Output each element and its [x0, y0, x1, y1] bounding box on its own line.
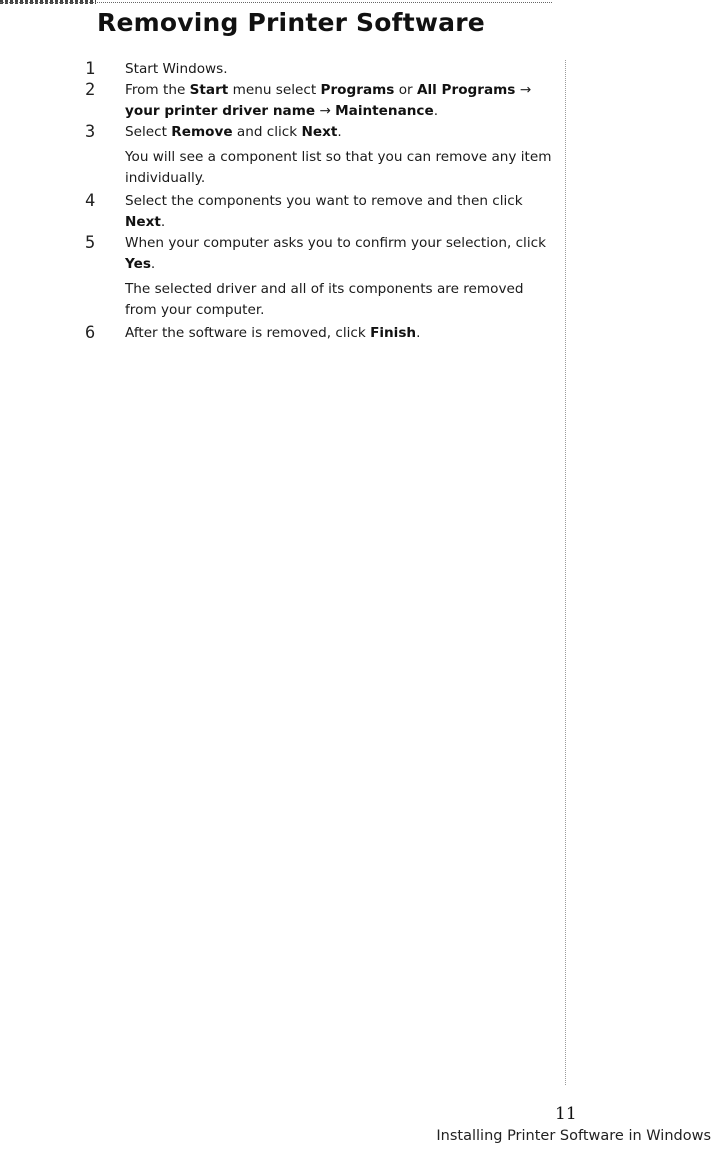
step-text-run: → [515, 82, 532, 98]
step-text-bold: Yes [125, 256, 151, 272]
step-number: 5 [85, 233, 96, 253]
step-text-run: Select [125, 124, 172, 140]
step-note [85, 279, 555, 321]
step-text-bold: All Programs [416, 82, 516, 98]
step-text-run: or [394, 82, 417, 98]
step-text-run: When your computer asks you to confirm your selection, click [125, 235, 546, 251]
step-text-bold: Next [301, 124, 338, 140]
step-text-run: → [315, 103, 336, 119]
step-text [125, 122, 555, 143]
step-text-bold: Next [125, 214, 161, 230]
step-note [85, 147, 555, 189]
step-text-run: . [150, 256, 156, 272]
step-item [85, 191, 555, 233]
step-text-run: . [160, 214, 166, 230]
step-item [85, 59, 555, 80]
step-text-bold: Start [189, 82, 229, 98]
step-text-bold: Maintenance [335, 103, 434, 119]
step-item [85, 233, 555, 275]
step-number: 2 [85, 80, 96, 100]
step-text-run: menu select [228, 82, 321, 98]
step-text-bold: your printer driver name [125, 103, 316, 119]
step-text [125, 59, 555, 80]
steps-list [85, 59, 555, 344]
step-text-run: From the [125, 82, 190, 98]
margin-rule [565, 60, 566, 1085]
step-text [125, 80, 555, 122]
step-note-text: The selected driver and all of its components are removed from your computer. [125, 281, 524, 318]
step-number: 4 [85, 191, 96, 211]
page-title: Removing Printer Software [97, 8, 485, 37]
step-text-run: . [337, 124, 342, 140]
footer-section-title: Installing Printer Software in Windows [436, 1128, 711, 1144]
step-item [85, 122, 555, 143]
step-number: 6 [85, 323, 96, 343]
step-text [125, 233, 555, 275]
step-text-bold: Finish [370, 325, 417, 341]
step-text-bold: Remove [171, 124, 233, 140]
top-rule [0, 2, 552, 3]
step-text-run: Select the components you want to remove and then click [125, 193, 523, 209]
step-text-run: Start Windows. [125, 61, 228, 77]
step-text-run: and click [232, 124, 302, 140]
page-number: 11 [555, 1104, 577, 1124]
step-text [125, 191, 555, 233]
step-text-bold: Programs [320, 82, 395, 98]
step-note-text: You will see a component list so that you can remove any item individually. [125, 149, 552, 186]
step-item [85, 323, 555, 344]
step-text-run: After the software is removed, click [125, 325, 371, 341]
step-number: 3 [85, 122, 96, 142]
step-text-run: . [433, 103, 439, 119]
step-text [125, 323, 555, 344]
step-text-run: . [416, 325, 421, 341]
step-number: 1 [85, 59, 96, 79]
step-item [85, 80, 555, 122]
